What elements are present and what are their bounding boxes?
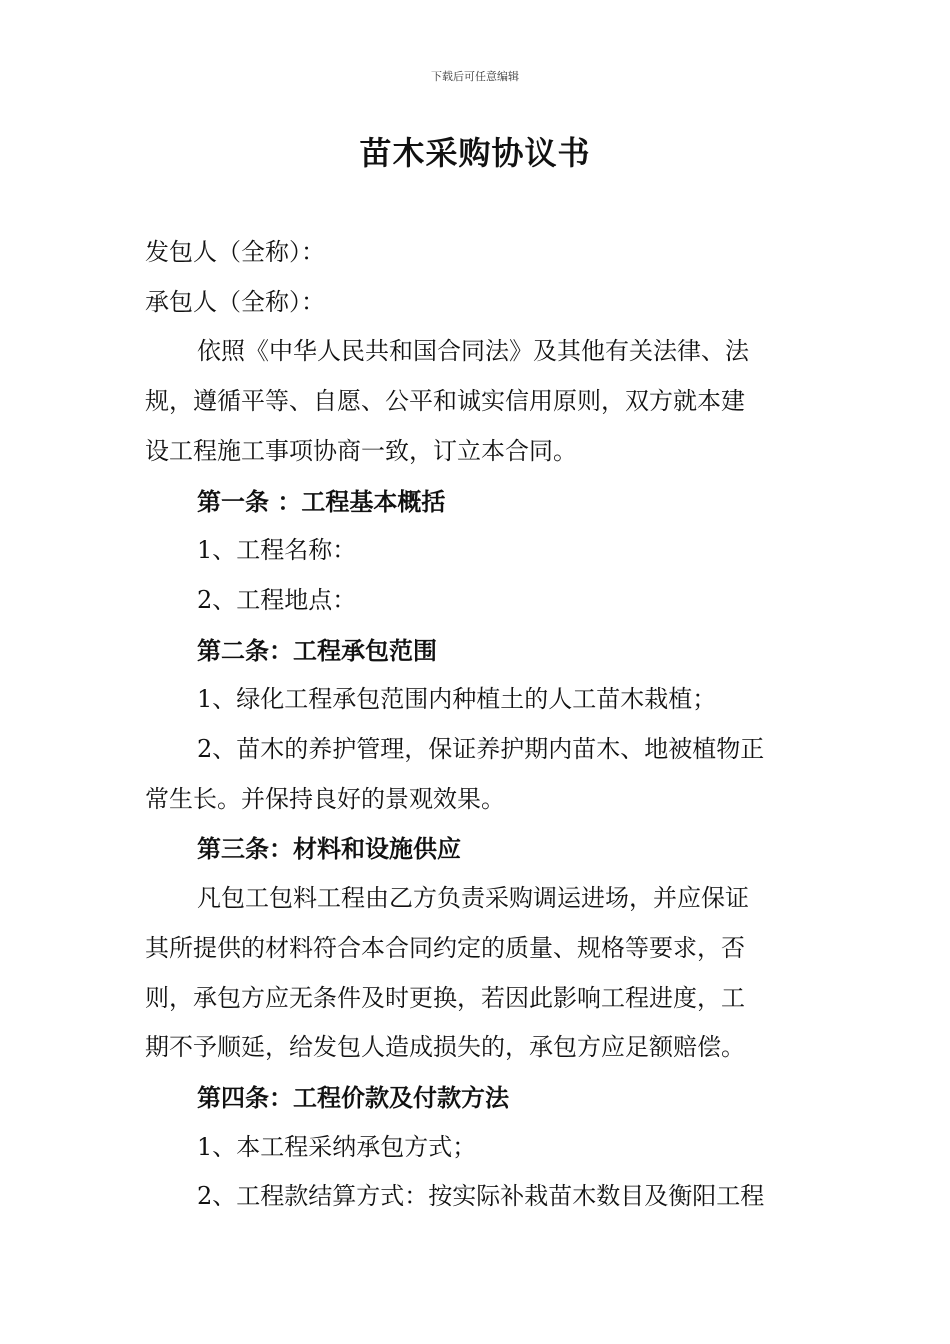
- materials-line-3: 则，承包方应无条件及时更换，若因此影响工程进度，工: [145, 983, 745, 1012]
- article-2-heading: 第二条：工程承包范围: [197, 635, 437, 665]
- price-item-2: 2、工程款结算方式：按实际补栽苗木数目及衡阳工程: [197, 1182, 765, 1211]
- employer-line: 发包人（全称）：: [145, 238, 325, 266]
- contractor-line: 承包人（全称）：: [145, 287, 325, 316]
- document-title: 苗木采购协议书: [359, 134, 591, 172]
- preamble-line-3: 设工程施工事项协商一致，订立本合同。: [145, 436, 577, 465]
- article-3-heading: 第三条：材料和设施供应: [197, 834, 461, 864]
- header-note: 下载后可任意编辑: [431, 70, 519, 83]
- materials-line-2: 其所提供的材料符合本合同约定的质量、规格等要求，否: [145, 933, 745, 962]
- project-location-line: 2、工程地点：: [197, 585, 357, 614]
- scope-item-1: 1、绿化工程承包范围内种植土的人工苗木栽植；: [197, 685, 717, 714]
- preamble-line-1: 依照《中华人民共和国合同法》及其他有关法律、法: [197, 337, 749, 366]
- materials-line-4: 期不予顺延，给发包人造成损失的，承包方应足额赔偿。: [145, 1033, 745, 1062]
- materials-line-1: 凡包工包料工程由乙方负责采购调运进场，并应保证: [197, 884, 749, 913]
- scope-item-2-line-1: 2、苗木的养护管理，保证养护期内苗木、地被植物正: [197, 735, 765, 764]
- price-item-1: 1、本工程采纳承包方式；: [197, 1132, 477, 1161]
- preamble-line-2: 规，遵循平等、自愿、公平和诚实信用原则，双方就本建: [145, 387, 745, 416]
- scope-item-2-line-2: 常生长。并保持良好的景观效果。: [145, 784, 505, 813]
- article-4-heading: 第四条：工程价款及付款方法: [197, 1082, 509, 1112]
- article-1-heading: 第一条 ：工程基本概括: [197, 486, 446, 516]
- project-name-line: 1、工程名称：: [197, 536, 357, 565]
- document-body: [145, 228, 805, 1222]
